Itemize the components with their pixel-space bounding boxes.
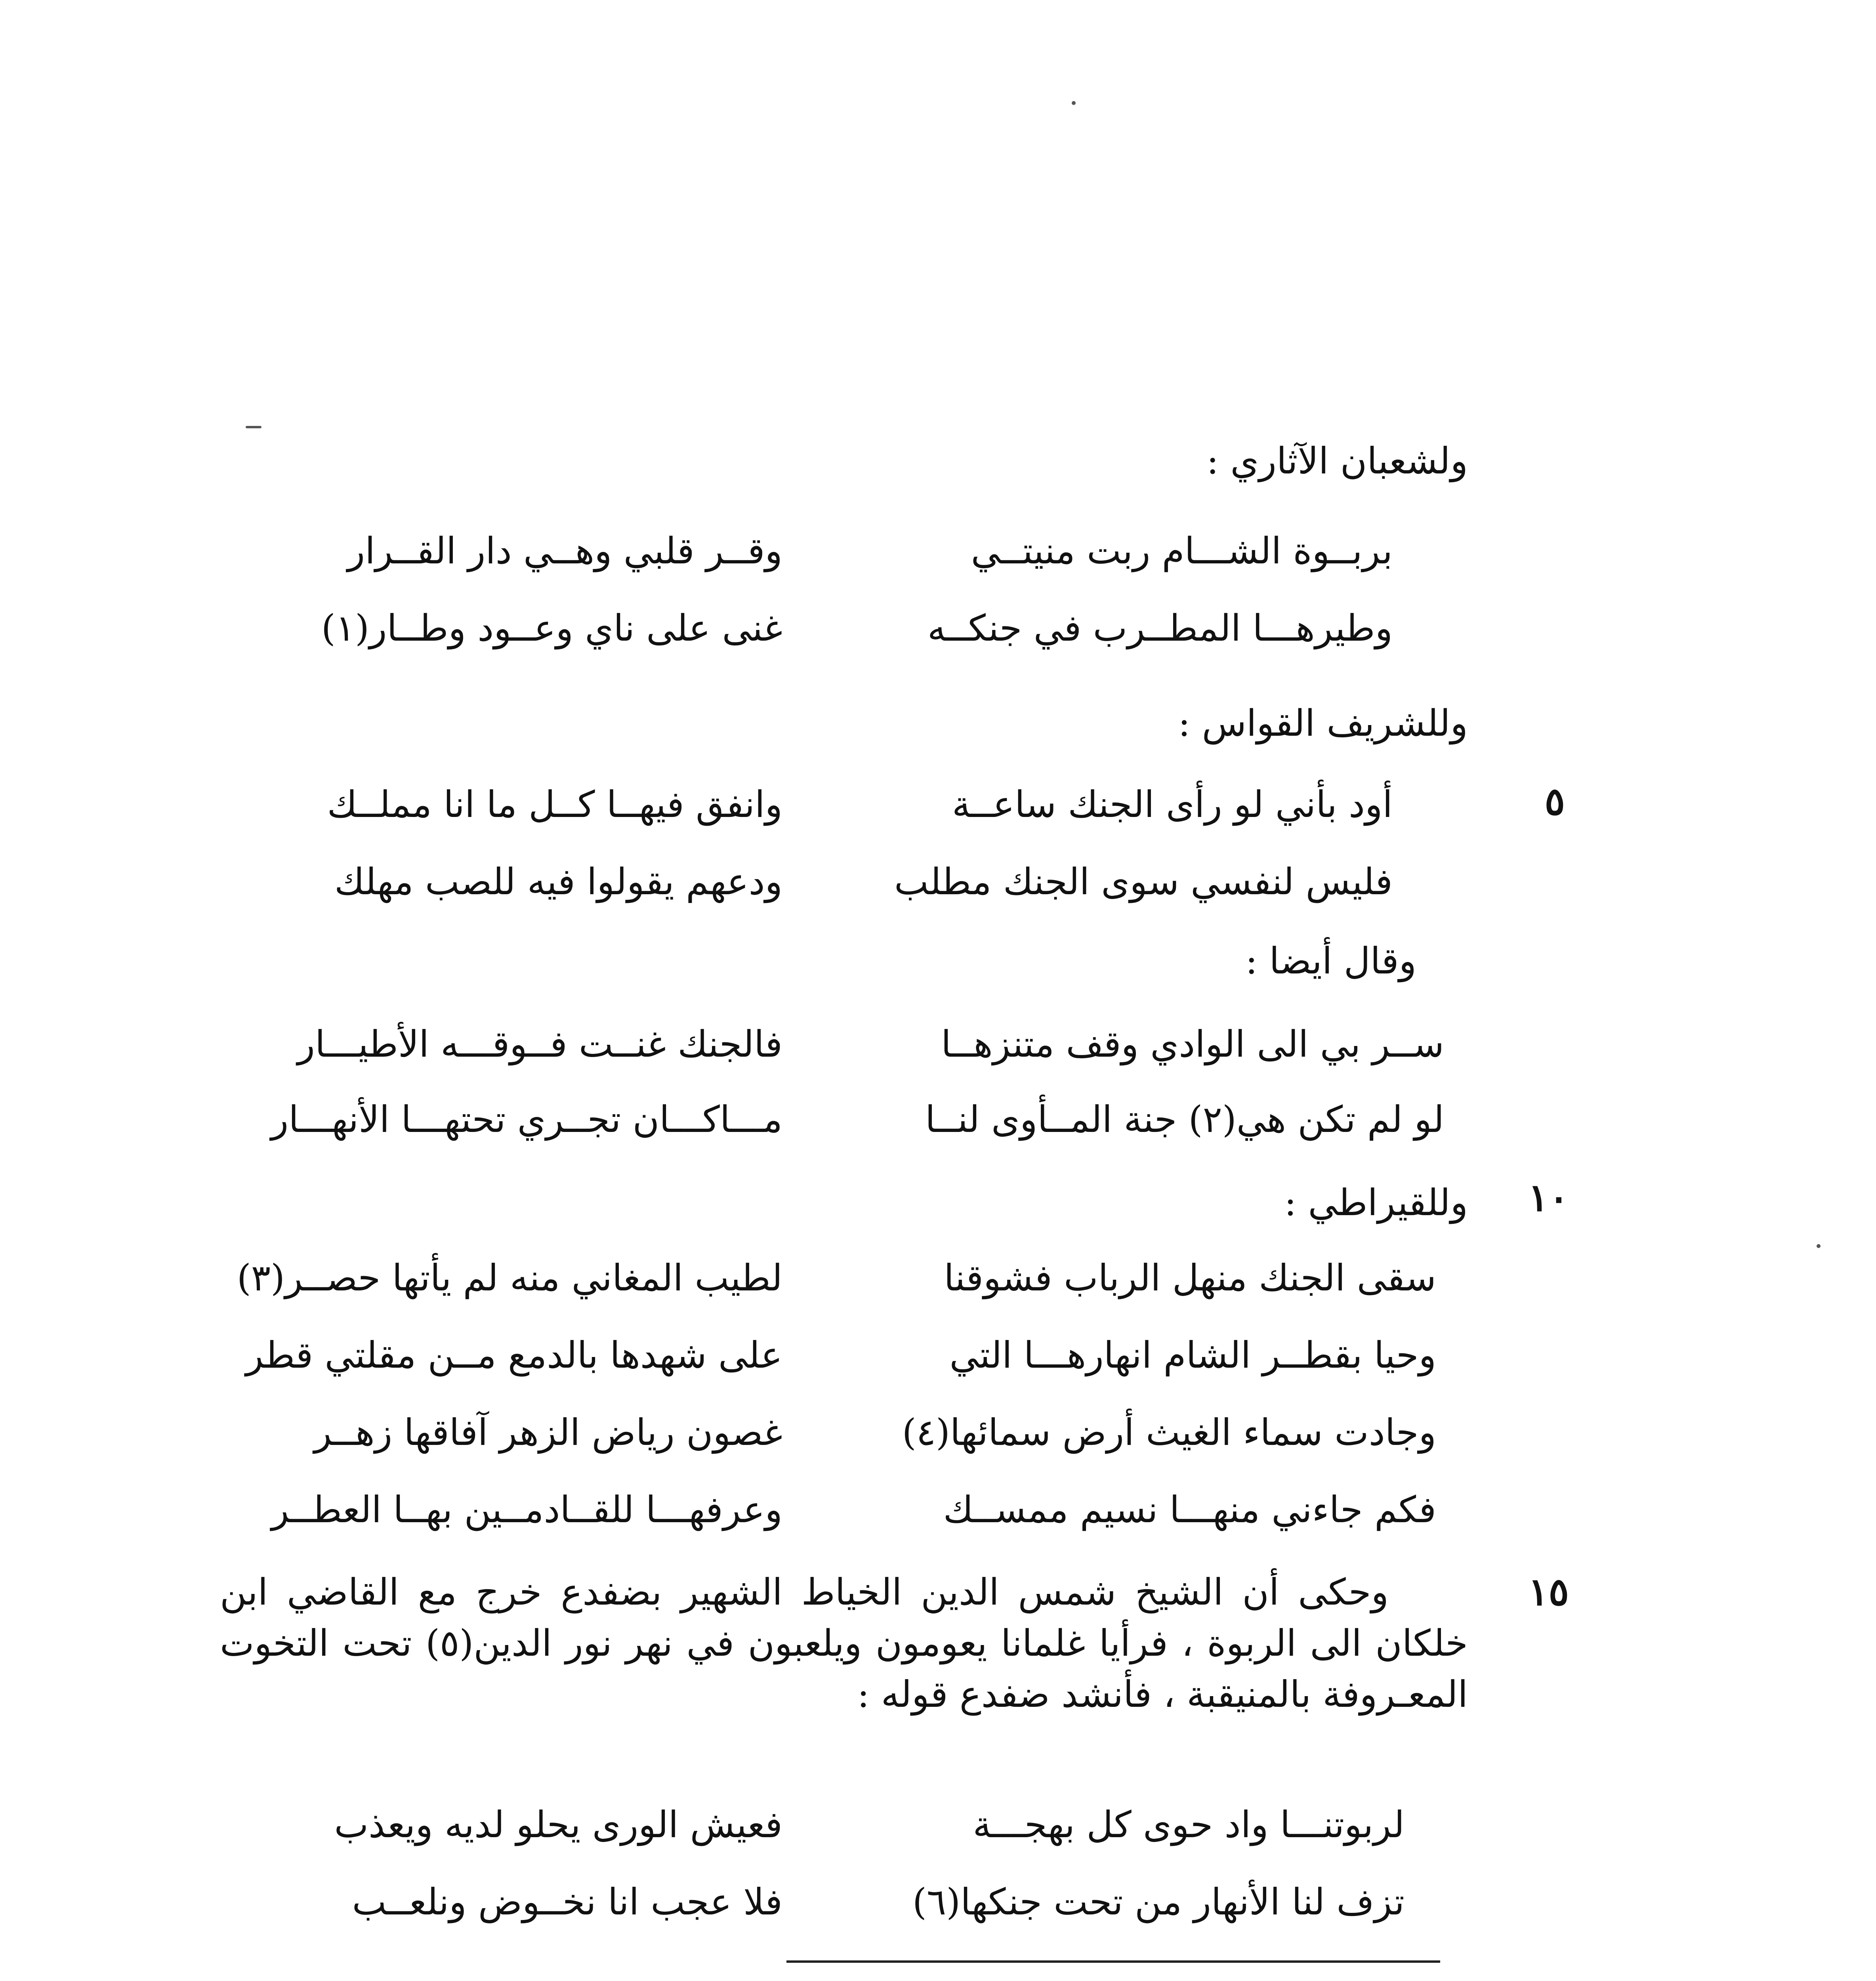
prose-paragraph: وحكى أن الشيخ شمس الدين الخياط الشهير بضفدع خرج مع القاضي ابن خلكان الى الربوة ، فرأيا غلمانا يعومون ويلعبون في نهر نور الدين(٥) تحت التخوت المعـروفة بالمنيقبة ، فأنشد ضفدع قوله : <box>220 1571 1468 1716</box>
verse-hemistich-second: غنى على ناي وعــود وطــار(١) <box>321 607 782 649</box>
verse-hemistich-second: لطيب المغاني منه لم يأتها حصــر(٣) <box>237 1257 782 1299</box>
verse-hemistich-second: وقــر قلبي وهــي دار القــرار <box>347 530 782 572</box>
line-number: ٥ <box>1544 779 1565 824</box>
verse-hemistich-first: فليس لنفسي سوى الجنك مطلب <box>894 861 1393 903</box>
verse-hemistich-second: ودعهم يقولوا فيه للصب مهلك <box>334 861 782 903</box>
verse-hemistich-second: على شهدها بالدمع مــن مقلتي قطر <box>246 1334 782 1376</box>
line-number: ١٥ <box>1528 1569 1569 1614</box>
verse-hemistich-second: مـــاكـــان تجــري تحتهـــا الأنهـــار <box>271 1098 782 1141</box>
verse-hemistich-first: بربــوة الشـــام ربت منيتــي <box>971 530 1393 572</box>
verse-hemistich-second: وعرفهـــا للقــادمــين بهــا العطــر <box>271 1489 782 1531</box>
scan-speck <box>246 426 261 428</box>
verse-hemistich-first: ســر بي الى الوادي وقف متنزهــا <box>941 1023 1444 1065</box>
verse-hemistich-first: سقى الجنك منهل الرباب فشوقنا <box>944 1257 1436 1299</box>
scan-speck <box>1072 101 1076 105</box>
line-number: ١٠ <box>1528 1175 1569 1220</box>
verse-hemistich-first: لربوتنـــا واد حوى كل بهجـــة <box>973 1804 1405 1846</box>
verse-hemistich-second: غصون رياض الزهر آفاقها زهــر <box>314 1411 782 1454</box>
verse-hemistich-first: وجادت سماء الغيث أرض سمائها(٤) <box>902 1411 1436 1454</box>
verse-hemistich-first: لو لم تكن هي(٢) جنة المــأوى لنــا <box>925 1098 1444 1141</box>
verse-hemistich-second: فالجنك غنــت فــوقـــه الأطيـــار <box>297 1023 782 1065</box>
verse-hemistich-second: فعيش الورى يحلو لديه ويعذب <box>334 1804 782 1846</box>
section-heading: وقال أيضا : <box>1245 940 1416 982</box>
verse-hemistich-first: وطيرهـــا المطــرب في جنكــه <box>927 607 1393 649</box>
section-heading: وللقيراطي : <box>1284 1181 1468 1224</box>
scan-speck <box>1817 1244 1821 1248</box>
verse-hemistich-first: أود بأني لو رأى الجنك ساعــة <box>952 783 1393 826</box>
verse-hemistich-first: تزف لنا الأنهار من تحت جنكها(٦) <box>912 1881 1405 1923</box>
section-heading: وللشريف القواس : <box>1178 702 1468 744</box>
verse-hemistich-second: وانفق فيهــا كــل ما انا مملــك <box>327 783 782 826</box>
footnote-rule <box>786 1960 1440 1963</box>
verse-hemistich-first: وحيا بقطــر الشام انهارهـــا التي <box>949 1334 1436 1376</box>
section-heading: ولشعبان الآثاري : <box>1206 440 1468 482</box>
verse-hemistich-second: فلا عجب انا نخــوض ونلعــب <box>352 1881 782 1923</box>
verse-hemistich-first: فكم جاءني منهـــا نسيم ممســك <box>943 1489 1436 1531</box>
